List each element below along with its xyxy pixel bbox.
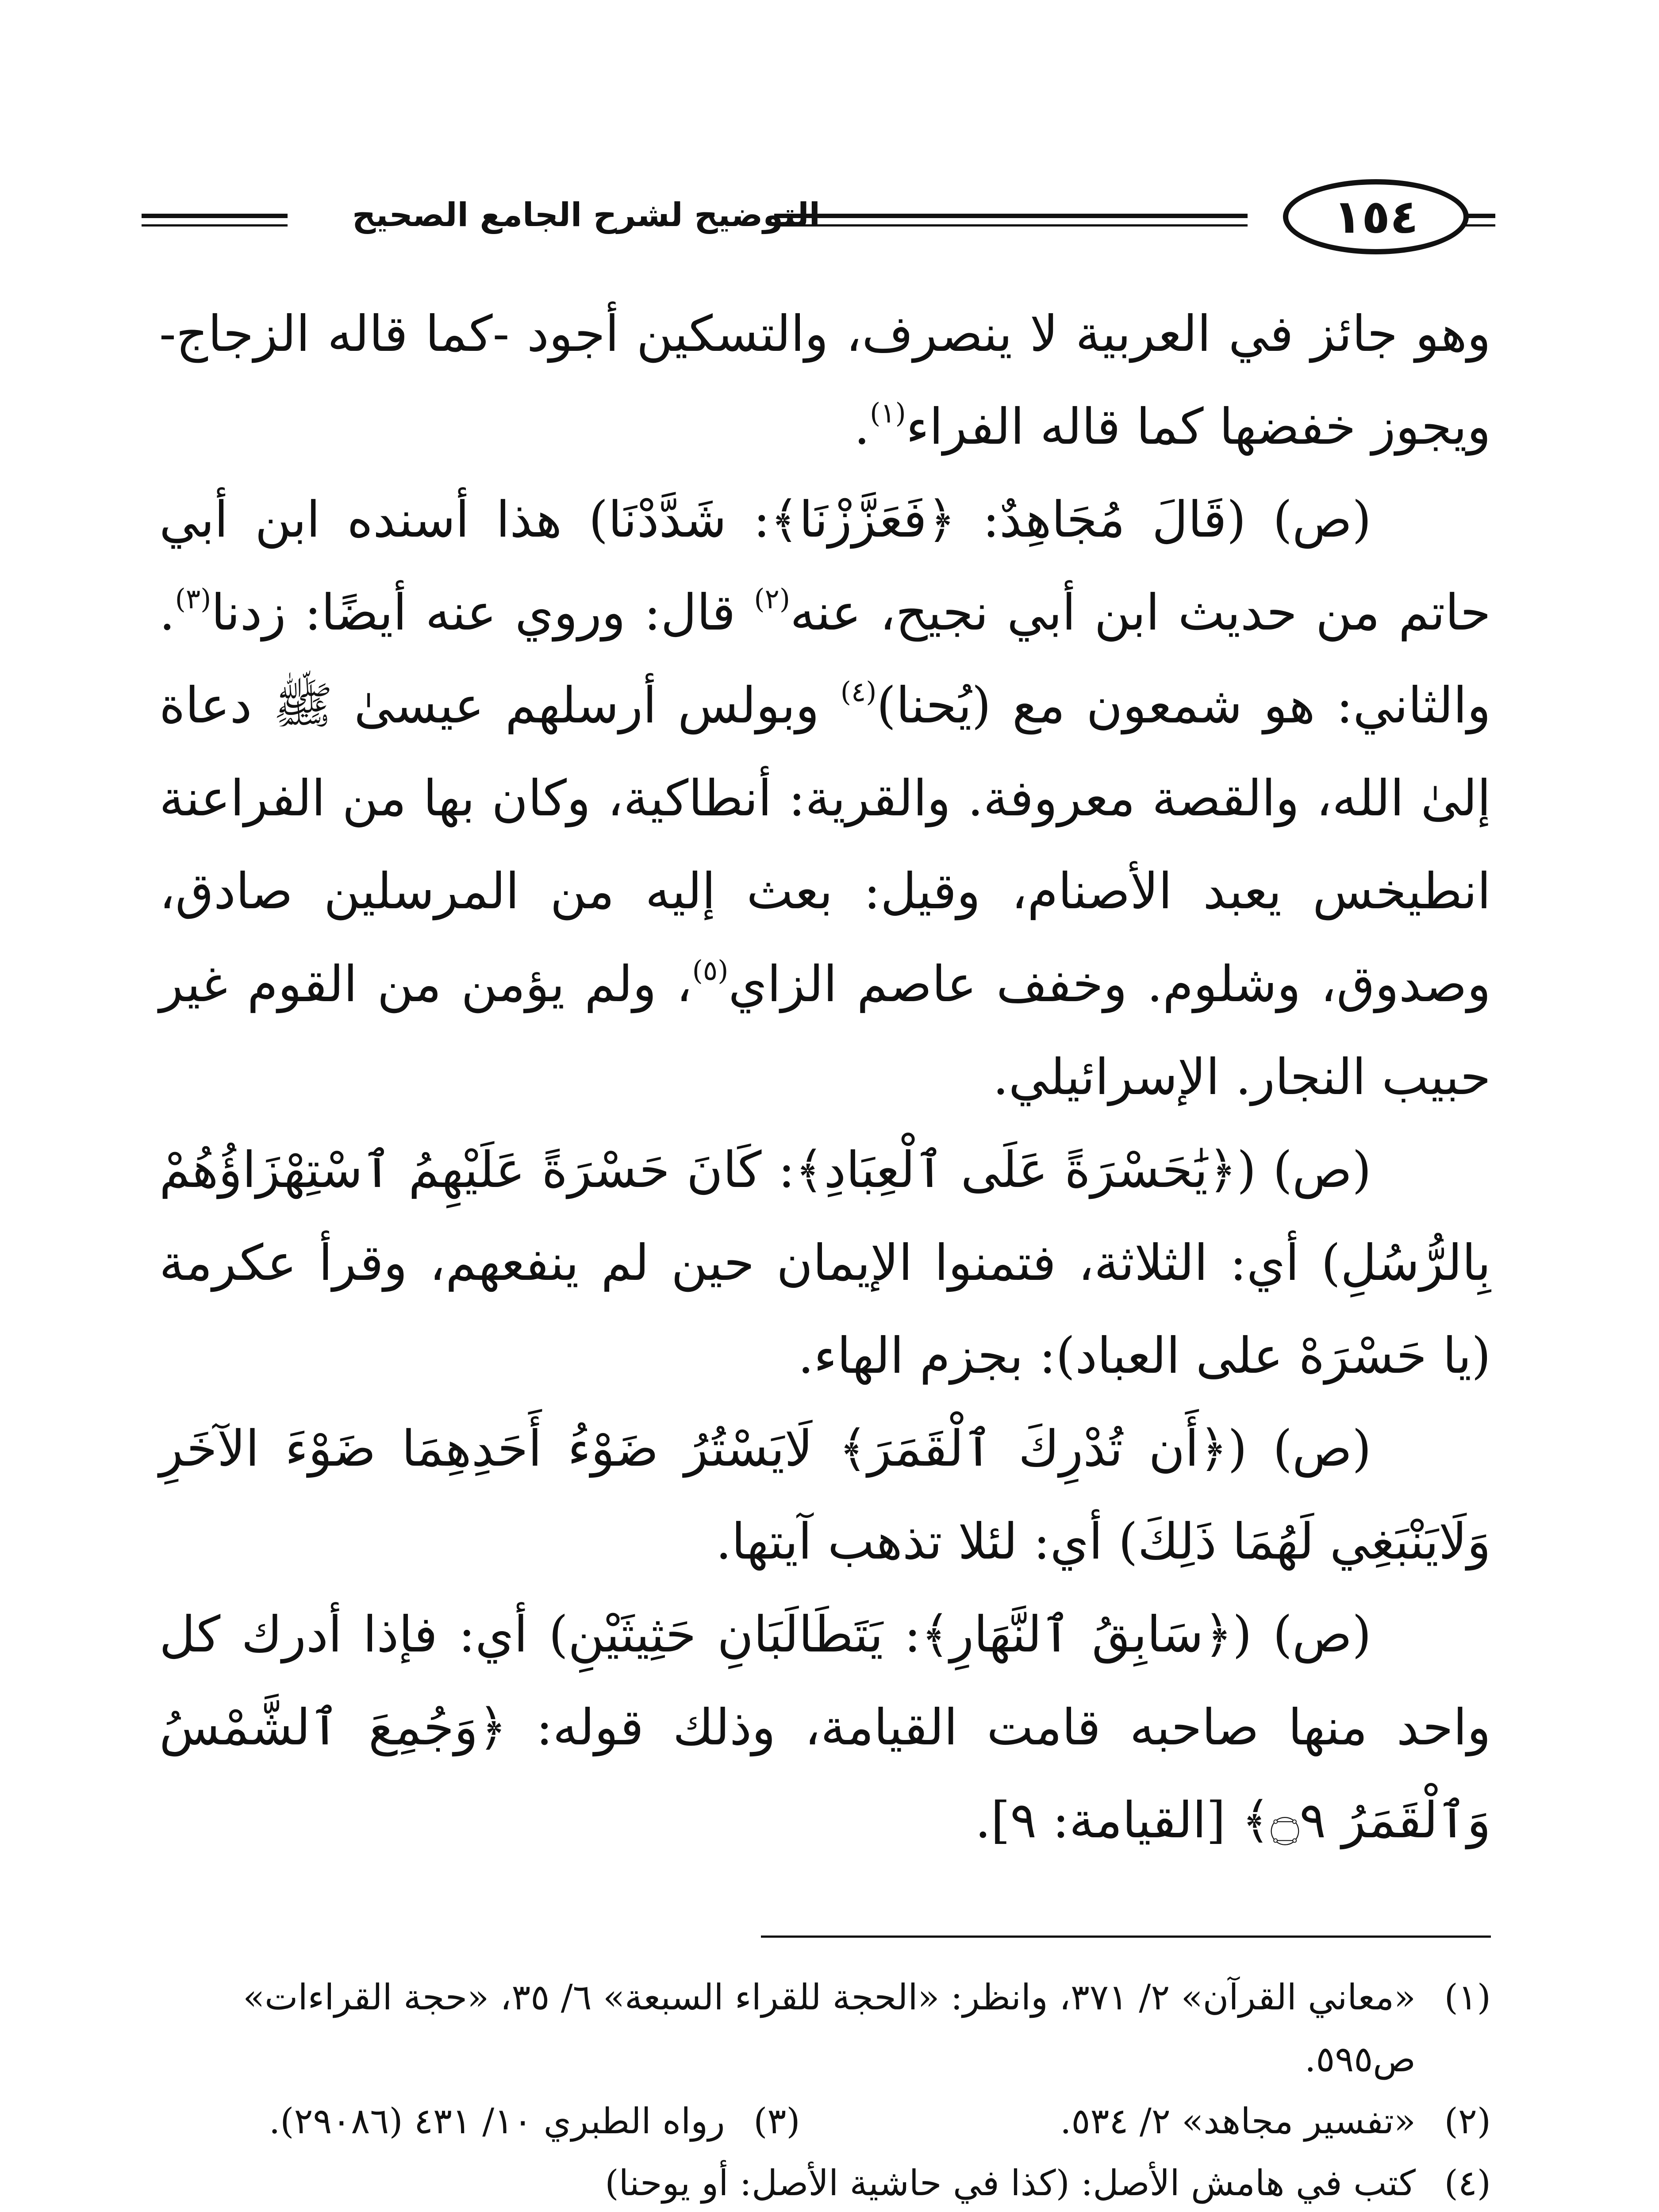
- paragraph-4: (ص) (﴿أَن تُدْرِكَ ٱلْقَمَرَ﴾ لَايَسْتُرُ ضَوْءُ أَحَدِهِمَا ضَوْءَ الآخَرِ وَلَايَنْبَغِي لَهُمَا ذَلِكَ) أي: لئلا تذهب آيتها.: [159, 1420, 1491, 1571]
- footnote-2: [800, 2090, 1491, 2152]
- footnote-3-number: (٣): [753, 2101, 800, 2142]
- main-text: [159, 288, 1491, 1867]
- paragraph-5: (ص) (﴿سَابِقُ ٱلنَّهَارِ﴾: يَتَطَالَبَانِ حَثِيثَيْنِ) أي: فإذا أدرك كل واحد منها صاحبه قامت القيامة، وذلك قوله: ﴿وَجُمِعَ ٱلشَّمْسُ وَٱلْقَمَرُ ۝٩﴾ [القيامة: ٩].: [159, 1606, 1491, 1849]
- footnote-2-number: (٢): [1444, 2101, 1491, 2142]
- paragraph-2: [159, 473, 1491, 1124]
- footnote-4-text: كتب في هامش الأصل: (كذا في حاشية الأصل: أو يوحنا): [605, 2162, 1416, 2204]
- footnote-1-text: «معاني القرآن» ٢/ ٣٧١، وانظر: «الحجة للقراء السبعة» ٦/ ٣٥، «حجة القراءات» ص٥٩٥.: [243, 1977, 1416, 2080]
- footnote-1: [159, 1966, 1491, 2090]
- paragraph-1-text: وهو جائز في العربية لا ينصرف، والتسكين أجود -كما قاله الزجاج- ويجوز خفضها كما قاله الفراء: [159, 305, 1491, 456]
- footnote-4-number: (٤): [1444, 2162, 1491, 2204]
- paragraph-2-part-c: . والثاني: هو شمعون مع (يُحنا): [159, 584, 1491, 734]
- page-number-badge: [1283, 179, 1469, 254]
- footnote-3-text: رواه الطبري ١٠/ ٤٣١ (٢٩٠٨٦).: [269, 2101, 725, 2142]
- paragraph-2-part-a: (ص) (قَالَ مُجَاهِدٌ: ﴿فَعَزَّزْنَا﴾: شَدَّدْنَا) هذا أسنده ابن أبي حاتم من حديث ابن أبي نجيح، عنه: [159, 491, 1491, 641]
- footnotes: [159, 1966, 1491, 2212]
- running-title: التوضيح لشرح الجامع الصحيح: [352, 196, 821, 234]
- paragraph-2-part-b: قال: وروي عنه أيضًا: زدنا: [211, 584, 754, 641]
- page-number: ١٥٤: [1333, 190, 1419, 244]
- footnote-1-number: (١): [1444, 1977, 1491, 2018]
- footnote-3: [159, 2090, 800, 2152]
- footnote-ref-3: (٣): [175, 583, 211, 615]
- header-rule-left: [142, 214, 288, 218]
- footnote-separator: [761, 1936, 1491, 1938]
- footnote-4: [159, 2152, 1491, 2212]
- footnote-ref-5: (٥): [692, 954, 729, 987]
- paragraph-2-part-e: ، ولم يؤمن من القوم غير حبيب النجار. الإسرائيلي.: [159, 956, 1491, 1106]
- footnote-2-text: «تفسير مجاهد» ٢/ ٥٣٤.: [1060, 2101, 1416, 2142]
- paragraph-2-part-d: وبولس أرسلهم عيسىٰ ﷺ دعاة إلىٰ الله، والقصة معروفة. والقرية: أنطاكية، وكان بها من الفراعنة انطيخس يعبد الأصنام، وقيل: بعث إليه من المرسلين صادق، وصدوق، وشلوم. وخفف عاصم الزاي: [159, 677, 1491, 1013]
- footnote-ref-2: (٢): [754, 583, 791, 615]
- footnote-ref-1: (١): [870, 397, 906, 429]
- page-header: [142, 175, 1495, 263]
- paragraph-3: (ص) (﴿يَٰحَسْرَةً عَلَى ٱلْعِبَادِ﴾: كَانَ حَسْرَةً عَلَيْهِمُ ٱسْتِهْزَاؤُهُمْ بِالرُّسُلِ) أي: الثلاثة، فتمنوا الإيمان حين لم ينفعهم، وقرأ عكرمة (يا حَسْرَهْ على العباد): بجزم الهاء.: [159, 1141, 1491, 1385]
- paragraph-1-tail: .: [854, 398, 870, 456]
- footnote-ref-4: (٤): [840, 676, 877, 708]
- footnote-row-2-3: [159, 2090, 1491, 2152]
- paragraph-1: [159, 288, 1491, 473]
